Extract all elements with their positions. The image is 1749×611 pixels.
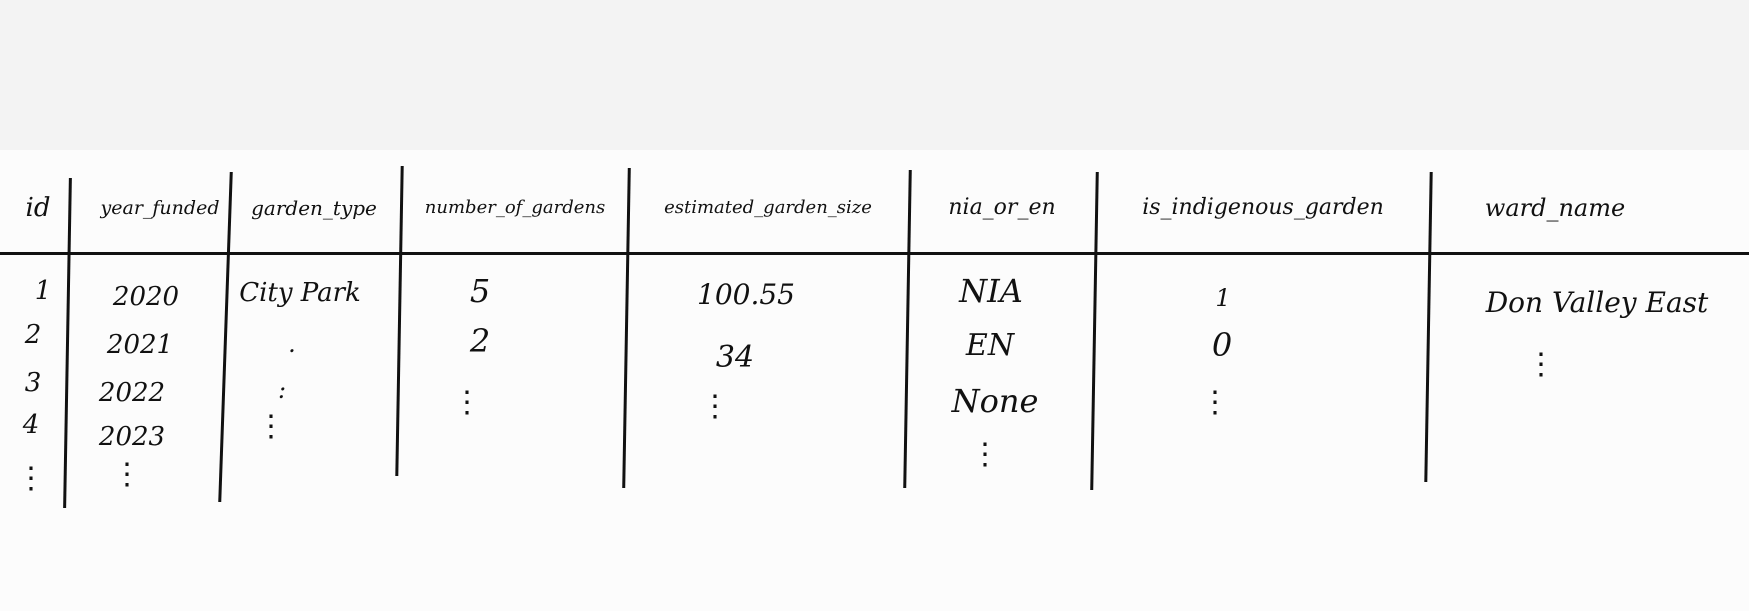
cell-id: 2 — [24, 320, 42, 350]
continuation-dots: ⋮ — [970, 437, 1000, 472]
continuation-dots: ⋮ — [700, 389, 730, 424]
continuation-dots: ⋮ — [452, 385, 482, 420]
cell-id: 4 — [22, 410, 40, 440]
continuation-dots: ⋮ — [16, 461, 46, 496]
header-year-funded: year_funded — [100, 197, 220, 219]
cell-nia-or-en: NIA — [959, 272, 1023, 310]
top-band — [0, 0, 1749, 150]
continuation-dots: ⋮ — [256, 409, 286, 444]
header-ward-name: ward_name — [1484, 194, 1626, 222]
cell-year-funded: 2021 — [106, 330, 174, 360]
cell-year-funded: 2023 — [98, 422, 166, 452]
header-is-indigenous-garden: is_indigenous_garden — [1142, 195, 1384, 220]
cell-nia-or-en: EN — [965, 328, 1015, 363]
cell-number-of-gardens: 2 — [469, 322, 491, 360]
cell-id: 1 — [34, 276, 52, 306]
header-id: id — [25, 193, 51, 223]
cell-nia-or-en: None — [951, 382, 1039, 420]
cell-garden-type: . — [288, 330, 296, 358]
header-garden-type: garden_type — [251, 196, 377, 220]
cell-ward-name: Don Valley East — [1485, 286, 1709, 319]
cell-is-indigenous-garden: 1 — [1215, 284, 1231, 312]
cell-estimated-garden-size: 100.55 — [697, 278, 795, 311]
header-divider — [0, 252, 1749, 255]
continuation-dots: ⋮ — [1200, 385, 1230, 420]
cell-garden-type: : — [277, 376, 287, 404]
cell-number-of-gardens: 5 — [469, 272, 491, 310]
cell-year-funded: 2022 — [98, 378, 166, 408]
header-estimated-garden-size: estimated_garden_size — [664, 197, 872, 218]
cell-is-indigenous-garden: 0 — [1211, 326, 1233, 364]
cell-garden-type: City Park — [239, 278, 361, 308]
cell-year-funded: 2020 — [112, 282, 180, 312]
continuation-dots: ⋮ — [1526, 347, 1556, 382]
cell-estimated-garden-size: 34 — [715, 340, 755, 375]
header-nia-or-en: nia_or_en — [948, 195, 1056, 220]
header-number-of-gardens: number_of_gardens — [424, 197, 606, 218]
cell-id: 3 — [24, 368, 42, 398]
continuation-dots: ⋮ — [112, 457, 142, 492]
